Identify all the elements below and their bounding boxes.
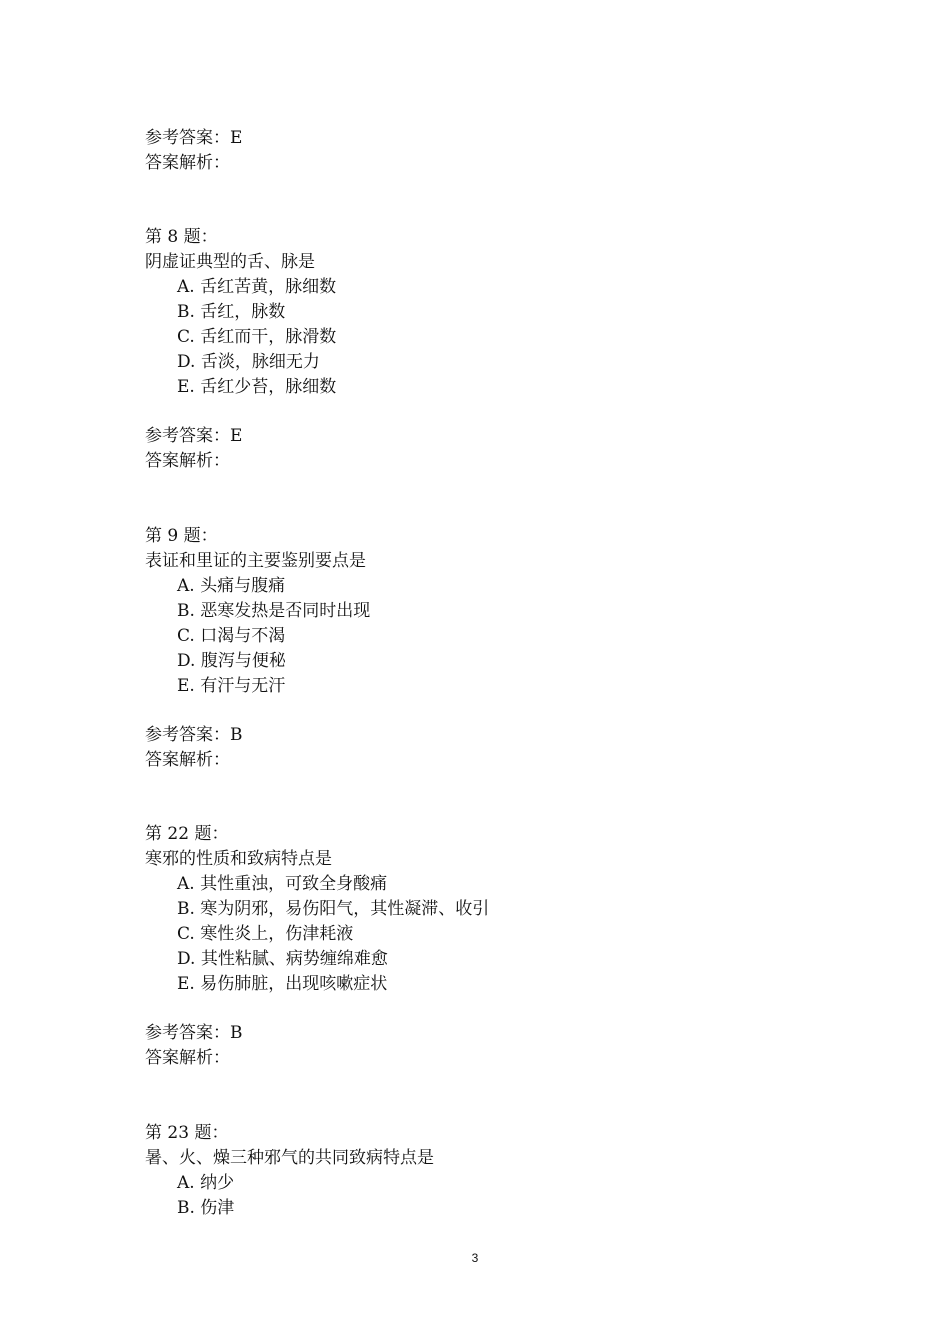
option-a: A. 其性重浊，可致全身酸痛 <box>177 874 388 894</box>
question-text: 表证和里证的主要鉴别要点是 <box>145 551 366 571</box>
option-b: B. 恶寒发热是否同时出现 <box>177 601 371 621</box>
option-d: D. 其性粘腻、病势缠绵难愈 <box>177 949 388 969</box>
reference-answer: 参考答案：E <box>145 128 243 148</box>
question-text: 寒邪的性质和致病特点是 <box>145 849 332 869</box>
answer-analysis: 答案解析： <box>145 153 230 173</box>
question-text: 阴虚证典型的舌、脉是 <box>145 252 315 272</box>
option-b: B. 伤津 <box>177 1198 235 1218</box>
option-e: E. 舌红少苔，脉细数 <box>177 377 337 397</box>
option-b: B. 寒为阴邪，易伤阳气，其性凝滞、收引 <box>177 899 490 919</box>
option-e: E. 易伤肺脏，出现咳嗽症状 <box>177 974 388 994</box>
option-e: E. 有汗与无汗 <box>177 676 286 696</box>
question-number: 第 23 题： <box>145 1123 229 1143</box>
page-number: 3 <box>471 1251 479 1265</box>
reference-answer: 参考答案：B <box>145 1023 243 1043</box>
option-b: B. 舌红，脉数 <box>177 302 286 322</box>
option-d: D. 舌淡，脉细无力 <box>177 352 320 372</box>
reference-answer: 参考答案：B <box>145 725 243 745</box>
answer-analysis: 答案解析： <box>145 1048 230 1068</box>
question-number: 第 8 题： <box>145 227 218 247</box>
question-text: 暑、火、燥三种邪气的共同致病特点是 <box>145 1148 434 1168</box>
answer-analysis: 答案解析： <box>145 451 230 471</box>
option-d: D. 腹泻与便秘 <box>177 651 286 671</box>
answer-analysis: 答案解析： <box>145 750 230 770</box>
question-number: 第 22 题： <box>145 824 229 844</box>
option-a: A. 纳少 <box>177 1173 235 1193</box>
question-number: 第 9 题： <box>145 526 218 546</box>
reference-answer: 参考答案：E <box>145 426 243 446</box>
option-a: A. 舌红苦黄，脉细数 <box>177 277 337 297</box>
option-a: A. 头痛与腹痛 <box>177 576 286 596</box>
option-c: C. 舌红而干，脉滑数 <box>177 327 337 347</box>
option-c: C. 寒性炎上，伤津耗液 <box>177 924 354 944</box>
option-c: C. 口渴与不渴 <box>177 626 286 646</box>
